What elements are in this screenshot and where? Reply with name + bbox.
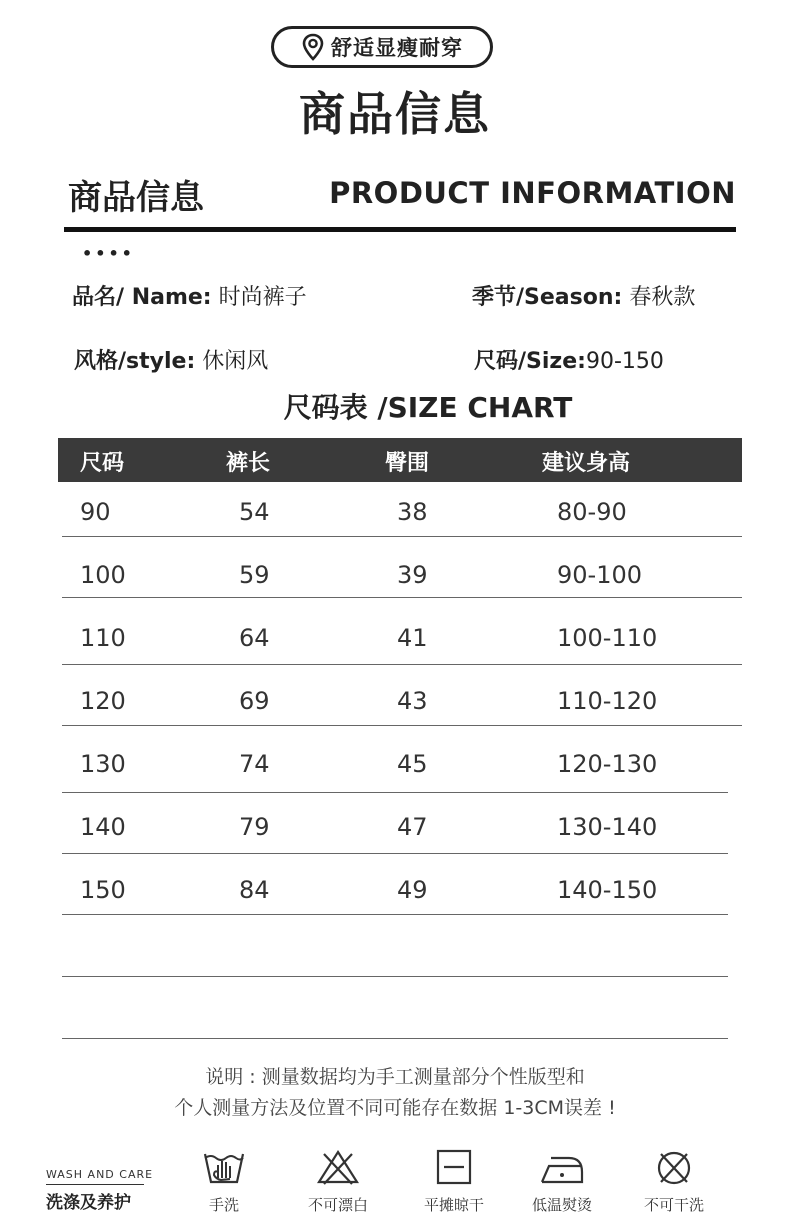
cell-size: 150 — [80, 876, 126, 904]
cell-size: 90 — [80, 498, 111, 526]
care-label: 平摊晾干 — [423, 1196, 484, 1214]
cell-length: 59 — [239, 561, 270, 589]
section-title-en: PRODUCT INFORMATION — [329, 176, 736, 210]
info-size-value: 90-150 — [585, 349, 664, 374]
cell-height: 80-90 — [557, 498, 627, 526]
header-height: 建议身高 — [542, 451, 631, 476]
cell-height: 90-100 — [557, 561, 643, 589]
cell-length: 79 — [239, 813, 270, 841]
note-line-1: 说明 : 测量数据均为手工测量部分个性版型和 — [205, 1066, 585, 1088]
care-item-hand-wash — [174, 1148, 274, 1215]
cell-length: 54 — [239, 498, 270, 526]
info-name — [72, 280, 307, 311]
cell-hip: 49 — [397, 876, 428, 904]
page-title: 商品信息 — [299, 87, 491, 141]
wash-care-divider — [46, 1184, 144, 1185]
cell-size: 110 — [80, 624, 126, 652]
table-row — [0, 862, 790, 922]
note-line-2: 个人测量方法及位置不同可能存在数据 1-3CM误差 ! — [174, 1097, 616, 1119]
cell-hip: 45 — [397, 750, 428, 778]
row-divider — [62, 1038, 728, 1039]
header-size: 尺码 — [80, 451, 125, 476]
cell-size: 130 — [80, 750, 126, 778]
info-size — [474, 344, 664, 375]
cell-hip: 39 — [397, 561, 428, 589]
info-season — [472, 280, 695, 311]
info-style — [74, 344, 268, 375]
size-chart-title: 尺码表 /SIZE CHART — [283, 391, 573, 424]
row-divider — [62, 853, 728, 854]
table-row — [0, 799, 790, 859]
row-divider — [62, 597, 742, 598]
table-row — [0, 736, 790, 796]
care-item-flat-dry — [404, 1148, 504, 1215]
location-pin-icon — [301, 33, 325, 61]
row-divider — [62, 792, 728, 793]
decorative-dots: •••• — [82, 244, 135, 263]
cell-hip: 43 — [397, 687, 428, 715]
badge-text: 舒适显瘦耐穿 — [331, 36, 463, 60]
cell-size: 140 — [80, 813, 126, 841]
info-style-value: 休闲风 — [195, 349, 269, 374]
size-table-header — [58, 438, 742, 482]
cell-height: 130-140 — [557, 813, 658, 841]
info-name-key: 品名/ Name: — [72, 285, 212, 310]
wash-care-title-cn: 洗涤及养护 — [46, 1193, 131, 1213]
table-row — [0, 547, 790, 607]
wash-care-title-en: WASH AND CARE — [46, 1168, 154, 1181]
table-row — [0, 484, 790, 544]
care-label: 手洗 — [208, 1196, 239, 1214]
care-item-low-iron — [512, 1148, 612, 1215]
cell-height: 120-130 — [557, 750, 658, 778]
care-label: 不可干洗 — [643, 1196, 704, 1214]
low-iron-icon — [539, 1148, 585, 1188]
row-divider — [62, 725, 742, 726]
cell-hip: 38 — [397, 498, 428, 526]
cell-length: 74 — [239, 750, 270, 778]
table-row — [0, 673, 790, 733]
section-title-cn: 商品信息 — [68, 178, 204, 218]
cell-size: 100 — [80, 561, 126, 589]
info-style-key: 风格/style: — [74, 349, 196, 374]
care-item-no-dry-clean — [624, 1148, 724, 1215]
cell-length: 84 — [239, 876, 270, 904]
info-size-key: 尺码/Size: — [474, 349, 586, 374]
table-row — [0, 610, 790, 670]
cell-hip: 41 — [397, 624, 428, 652]
info-name-value: 时尚裤子 — [211, 285, 307, 310]
cell-size: 120 — [80, 687, 126, 715]
header-length: 裤长 — [226, 451, 271, 476]
header-hip: 臀围 — [385, 451, 430, 476]
cell-height: 100-110 — [557, 624, 658, 652]
row-divider — [62, 664, 742, 665]
cell-height: 140-150 — [557, 876, 658, 904]
no-bleach-icon — [315, 1148, 361, 1188]
section-divider — [64, 227, 736, 232]
tagline-badge — [271, 26, 493, 68]
cell-length: 64 — [239, 624, 270, 652]
cell-length: 69 — [239, 687, 270, 715]
cell-height: 110-120 — [557, 687, 658, 715]
care-label: 不可漂白 — [307, 1196, 368, 1214]
row-divider — [62, 976, 728, 977]
hand-wash-icon — [201, 1148, 247, 1188]
care-item-no-bleach — [288, 1148, 388, 1215]
row-divider — [62, 914, 728, 915]
care-label: 低温熨烫 — [531, 1196, 592, 1214]
row-divider — [62, 536, 742, 537]
flat-dry-icon — [431, 1148, 477, 1188]
no-dry-clean-icon — [651, 1148, 697, 1188]
info-season-key: 季节/Season: — [472, 285, 623, 310]
cell-hip: 47 — [397, 813, 428, 841]
info-season-value: 春秋款 — [622, 285, 696, 310]
